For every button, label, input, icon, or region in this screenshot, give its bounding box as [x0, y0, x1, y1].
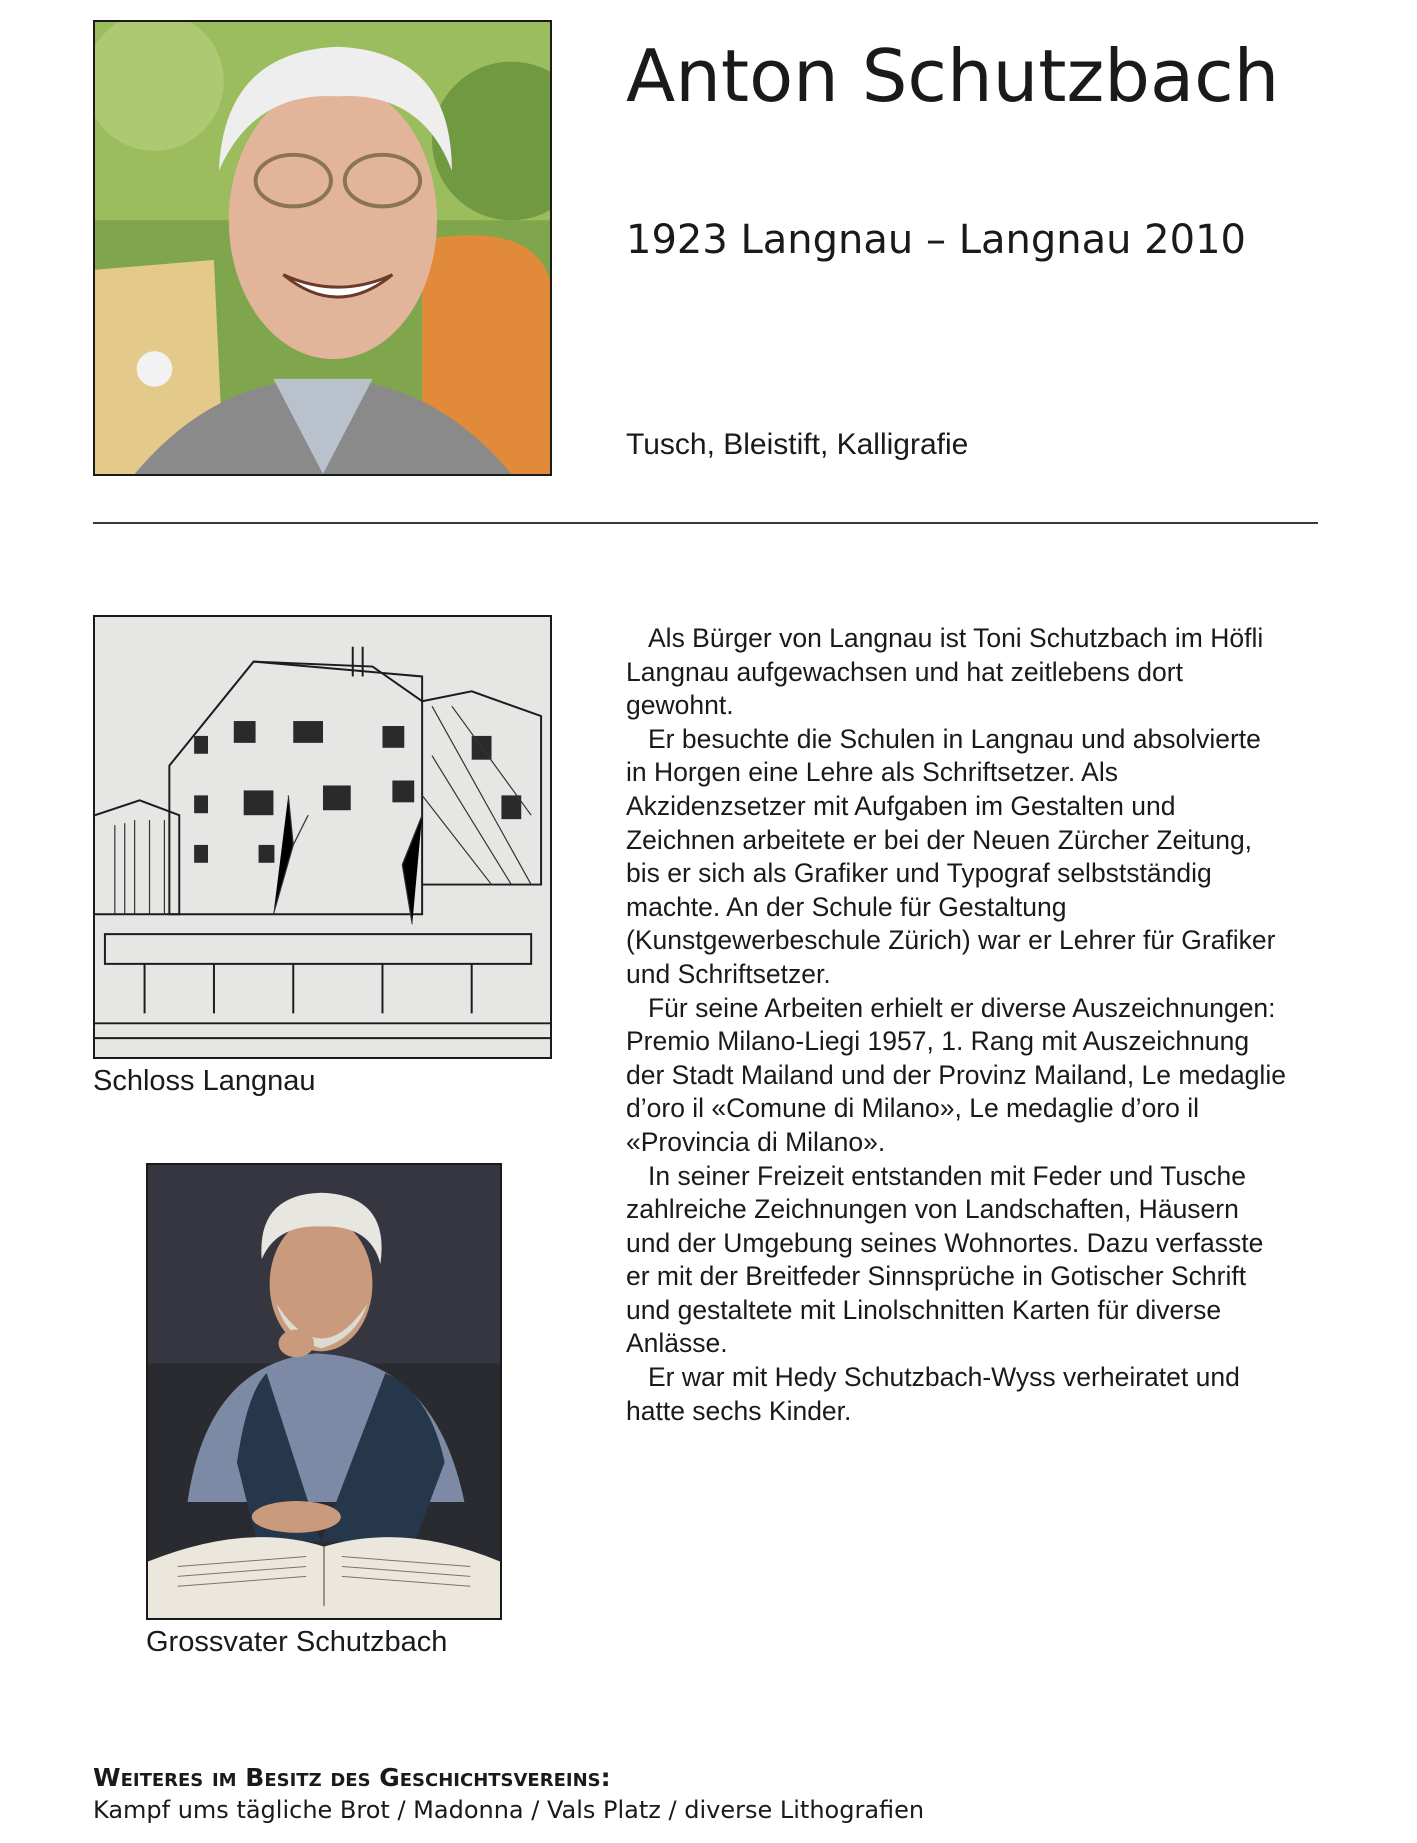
section-divider [93, 522, 1318, 524]
artist-life-dates: 1923 Langnau – Langnau 2010 [626, 217, 1246, 263]
artist-techniques: Tusch, Bleistift, Kalligrafie [626, 428, 969, 461]
collection-section [93, 1762, 924, 1826]
collection-heading: Weiteres im Besitz des Geschichtsvereins: [93, 1763, 611, 1792]
biography-paragraph: Als Bürger von Langnau ist Toni Schutzbach im Höfli Langnau aufgewachsen und hat zeitlebens dort gewohnt. [626, 623, 1264, 721]
artist-portrait-photo [93, 20, 552, 476]
castle-drawing-image [93, 615, 552, 1059]
biography-paragraph: In seiner Freizeit entstanden mit Feder und Tusche zahlreiche Zeichnungen von Landschaften, Häusern und der Umgebung seines Wohnortes. Dazu verfasste er mit der Breitfeder Sinnsprüche in Gotischer Schrift und gestaltete mit Linolschnitten Karten für diverse Anlässe. [626, 1160, 1264, 1359]
grandfather-painting-image [146, 1163, 502, 1620]
biography-paragraph: Für seine Arbeiten erhielt er diverse Auszeichnungen: Premio Milano-Liegi 1957, 1. Rang mit Auszeichnung der Stadt Mailand und der Provinz Mailand, Le medaglie d’oro il «Comune di Milano», Le medaglie d’oro il «Provincia di Milano». [626, 992, 1286, 1157]
collection-items: Kampf ums tägliche Brot / Madonna / Vals Platz / diverse Lithografien [93, 1796, 925, 1824]
biography-paragraph: Er war mit Hedy Schutzbach-Wyss verheiratet und hatte sechs Kinder. [626, 1362, 1240, 1426]
biography-text [626, 622, 1286, 1428]
biography-paragraph: Er besuchte die Schulen in Langnau und absolvierte in Horgen eine Lehre als Schriftsetzer. Als Akzidenzsetzer mit Aufgaben im Gestalten und Zeichnen arbeitete er bei der Neuen Zürcher Zeitung, bis er sich als Grafiker und Typograf selbstständig machte. An der Schule für Gestaltung (Kunstgewerbeschule Zürich) war er Lehrer für Grafiker und Schriftsetzer. [626, 723, 1276, 989]
painting-caption: Grossvater Schutzbach [146, 1626, 448, 1658]
castle-caption: Schloss Langnau [93, 1065, 316, 1097]
artist-name: Anton Schutzbach [626, 34, 1280, 118]
